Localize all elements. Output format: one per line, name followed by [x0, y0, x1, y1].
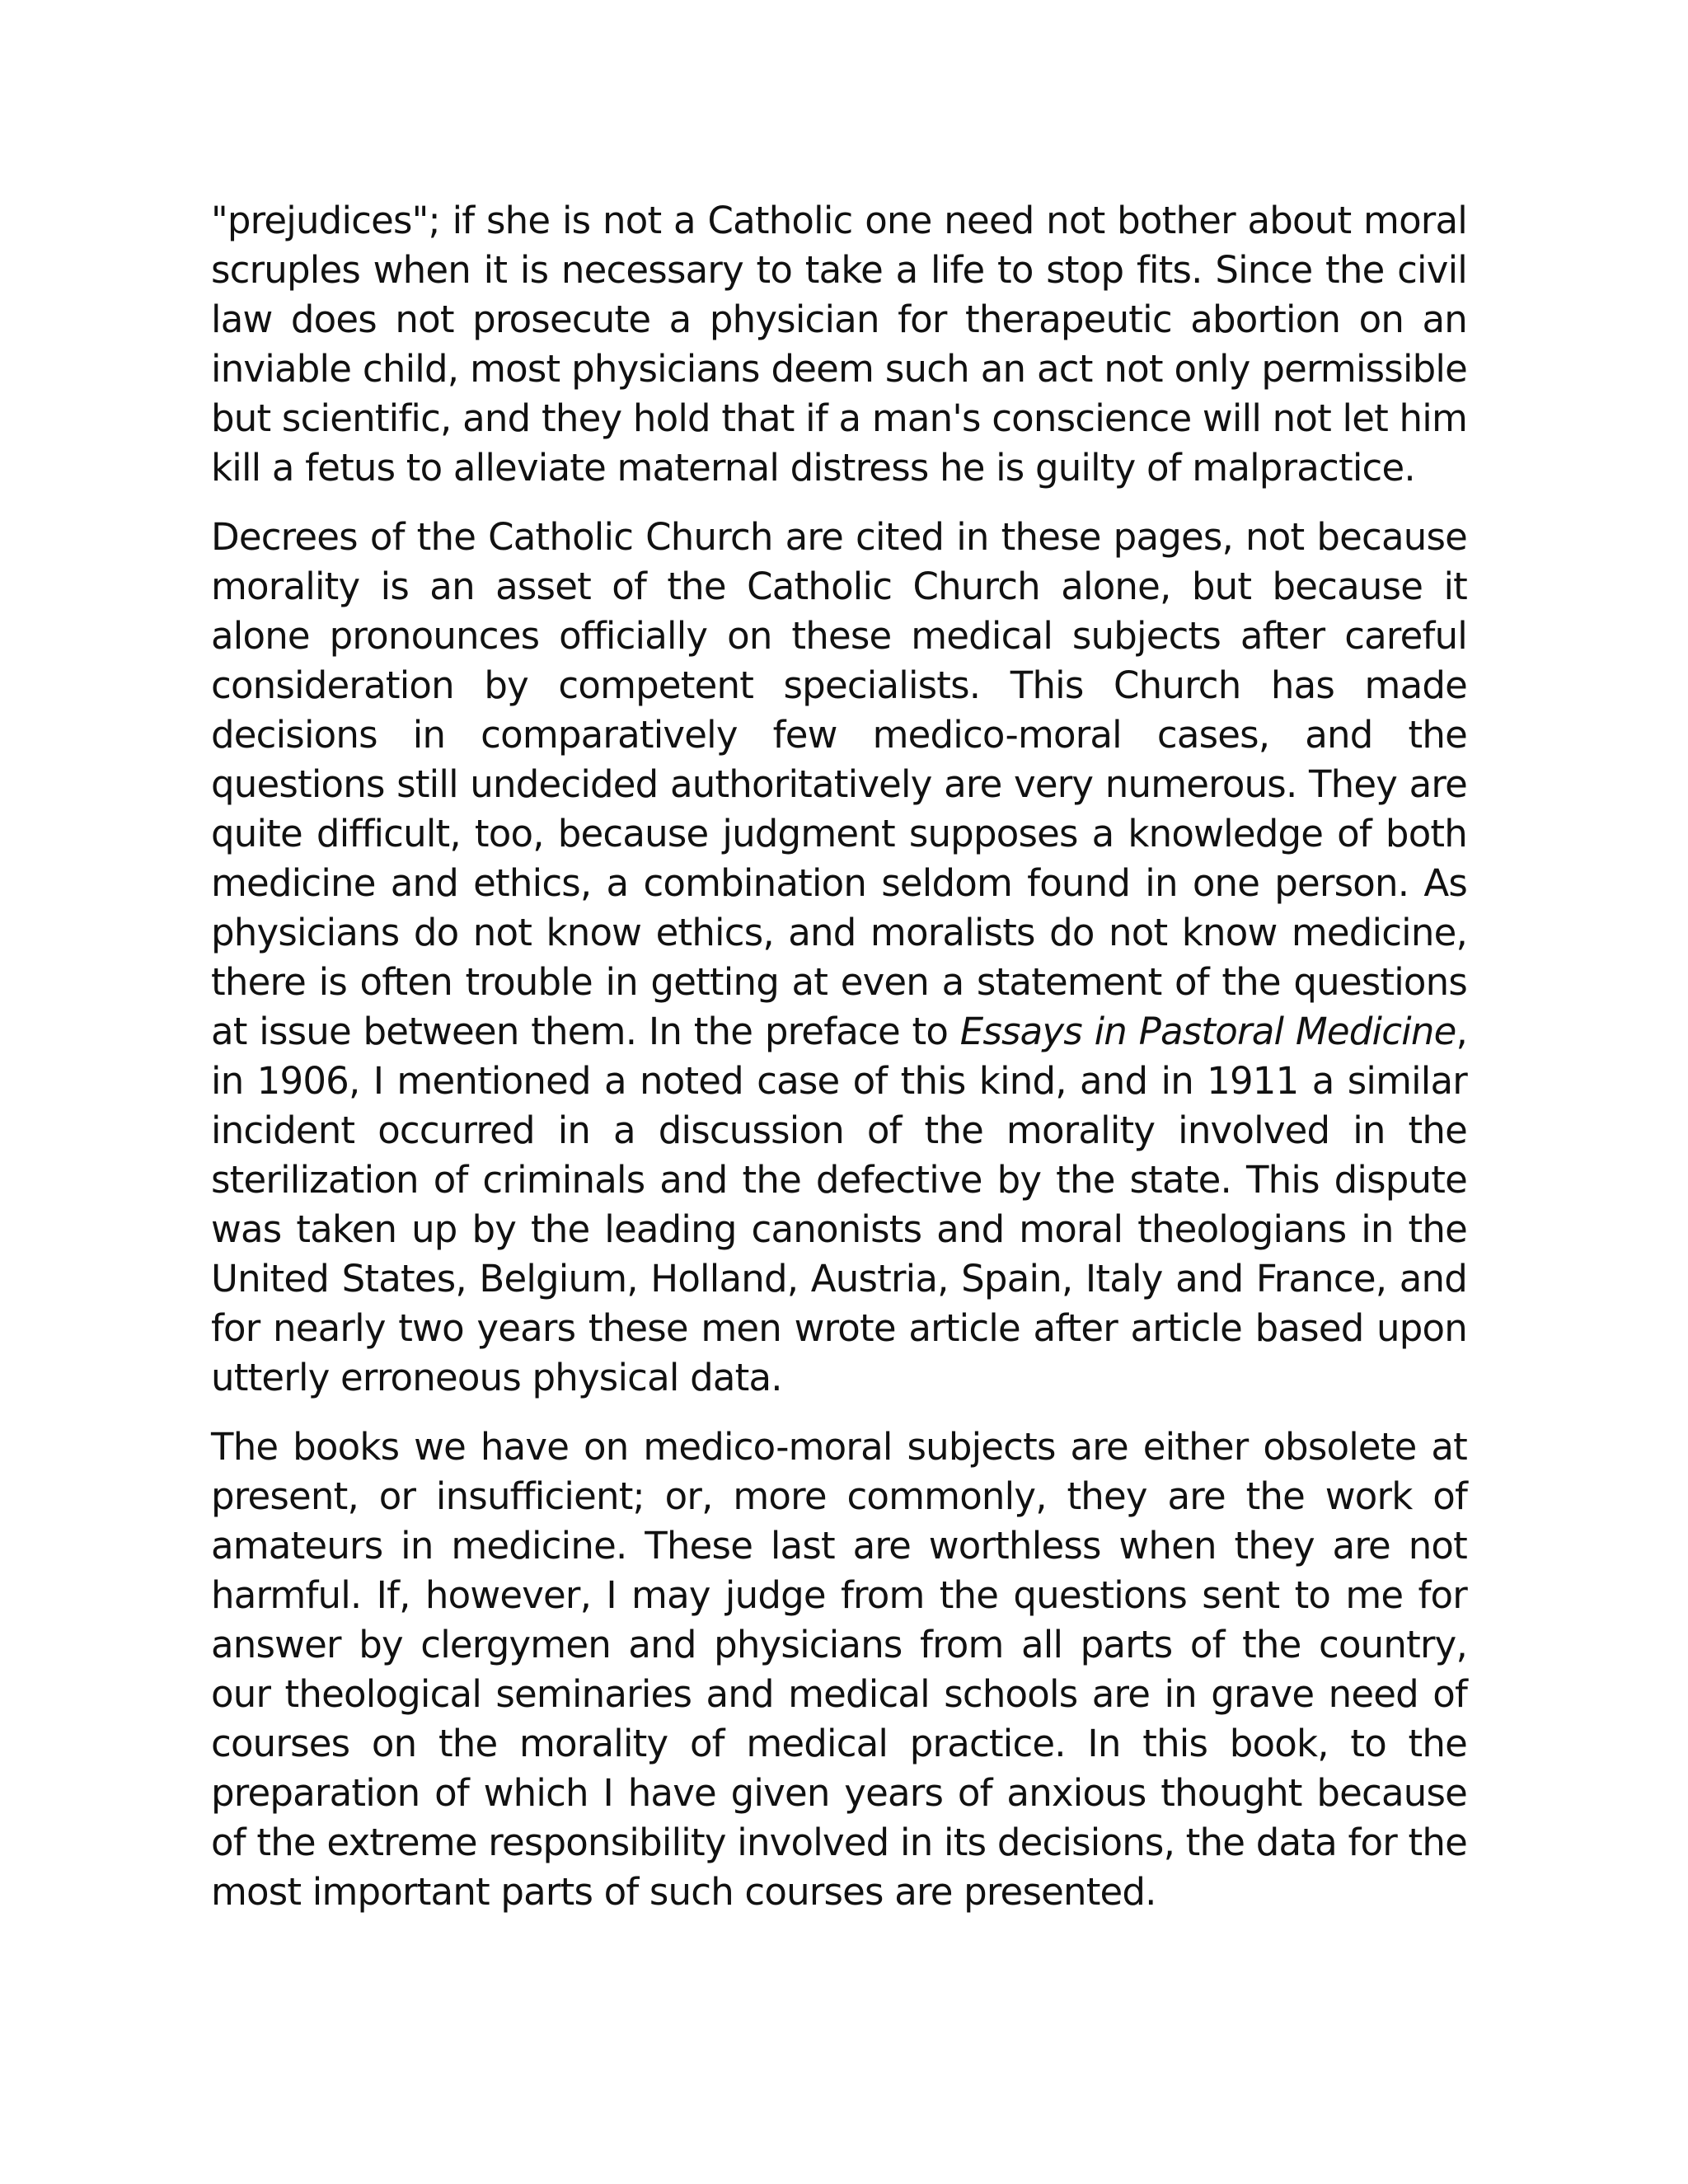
document-page: [211, 196, 1467, 1937]
paragraph-2-text-start: Decrees of the Catholic Church are cited in these pages, not because morality is an asset of the Catholic Church alone, but because it alone pronounces officially on these medical subjects after careful consideration by competent specialists. This Church has made decisions in comparatively few medico-moral cases, and the questions still undecided authoritatively are very numerous. They are quite difficult, too, because judgment supposes a knowledge of both medicine and ethics, a combination seldom found in one person. As physicians do not know ethics, and moralists do not know medicine, there is often trouble in getting at even a statement of the questions at issue between them. In the preface to: [211, 515, 1467, 1053]
paragraph-1: [211, 196, 1467, 493]
book-title: Essays in Pastoral Medicine: [959, 1010, 1456, 1053]
paragraph-1-text: "prejudices"; if she is not a Catholic one need not bother about moral scruples when it is necessary to take a life to stop fits. Since the civil law does not prosecute a physician for therapeutic abortion on an inviable child, most physicians deem such an act not only permissible but scientific, and they hold that if a man's conscience will not let him kill a fetus to alleviate maternal distress he is guilty of malpractice.: [211, 199, 1467, 490]
paragraph-2-text-end: , in 1906, I mentioned a noted case of this kind, and in 1911 a similar incident occurred in a discussion of the morality involved in the sterilization of criminals and the defective by the state. This dispute was taken up by the leading canonists and moral theologians in the United States, Belgium, Holland, Austria, Spain, Italy and France, and for nearly two years these men wrote article after article based upon utterly erroneous physical data.: [211, 1010, 1467, 1399]
paragraph-3-text: The books we have on medico-moral subjects are either obsolete at present, or insufficient; or, more commonly, they are the work of amateurs in medicine. These last are worthless when they are not harmful. If, however, I may judge from the questions sent to me for answer by clergymen and physicians from all parts of the country, our theological seminaries and medical schools are in grave need of courses on the morality of medical practice. In this book, to the preparation of which I have given years of anxious thought because of the extreme responsibility involved in its decisions, the data for the most important parts of such courses are presented.: [211, 1425, 1467, 1914]
paragraph-3: [211, 1422, 1467, 1917]
paragraph-2: [211, 513, 1467, 1403]
